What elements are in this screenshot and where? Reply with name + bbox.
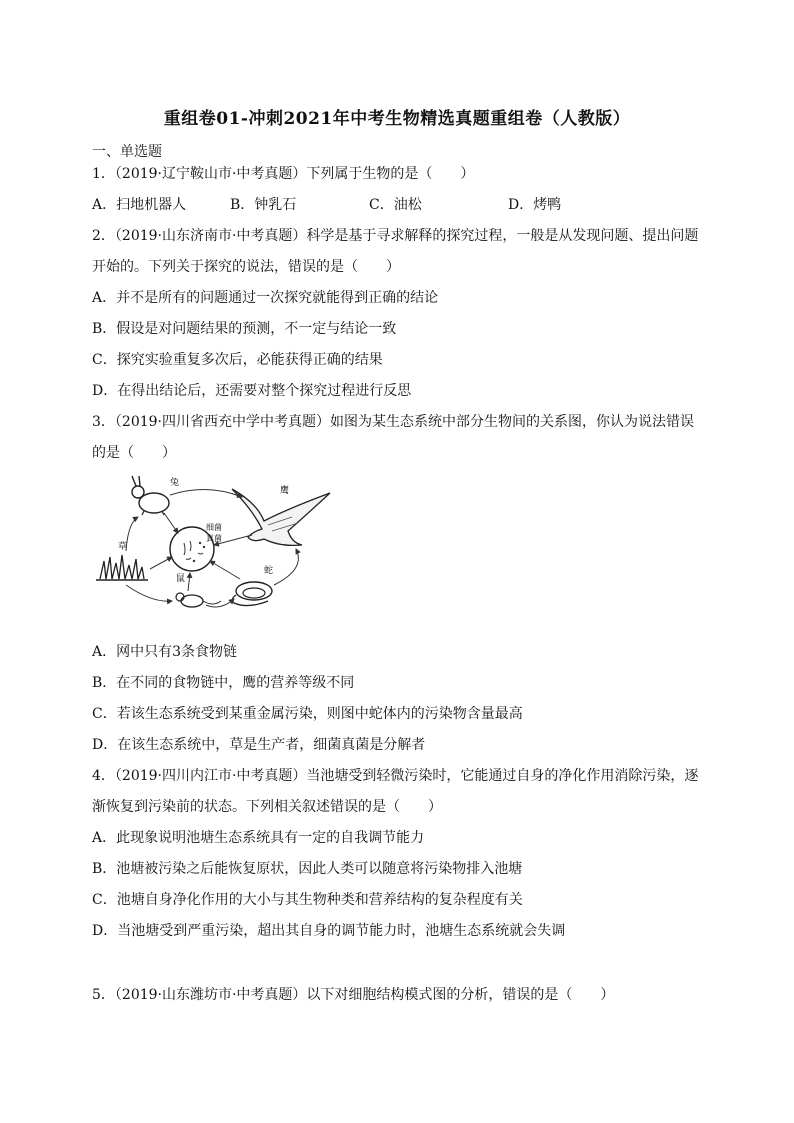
q4-option-d[interactable]: D．当池塘受到严重污染，超出其自身的调节能力时，池塘生态系统就会失调 (92, 923, 566, 939)
label-fungi: 真菌 (206, 534, 222, 543)
q1-stem: 1．（2019·辽宁鞍山市·中考真题）下列属于生物的是（ ） (92, 166, 475, 182)
label-bacteria: 细菌 (206, 523, 222, 532)
q3-option-a[interactable]: A．网中只有3条食物链 (92, 644, 238, 660)
snake-illustration (232, 582, 272, 606)
eagle-illustration (232, 489, 330, 545)
page-title: 重组卷01-冲刺2021年中考生物精选真题重组卷（人教版） (163, 109, 631, 129)
q4-option-c[interactable]: C．池塘自身净化作用的大小与其生物种类和营养结构的复杂程度有关 (92, 892, 523, 908)
q2-stem-line2: 开始的。下列关于探究的说法，错误的是（ ） (92, 259, 400, 275)
q1-option-c[interactable]: C．油松 (369, 197, 422, 213)
food-web-diagram (92, 473, 342, 615)
q2-option-b[interactable]: B．假设是对问题结果的预测，不一定与结论一致 (92, 321, 397, 337)
q1-option-d[interactable]: D．烤鸭 (508, 197, 562, 213)
section-heading: 一、单选题 (92, 144, 162, 160)
food-web-arrows (126, 489, 298, 607)
q1-options (92, 195, 561, 215)
label-grass: 草 (118, 542, 128, 552)
label-snake: 蛇 (264, 566, 274, 576)
grass-illustration (96, 555, 148, 580)
q4-option-a[interactable]: A．此现象说明池塘生态系统具有一定的自我调节能力 (92, 830, 425, 846)
q3-stem-line2: 的是（ ） (92, 445, 176, 461)
q3-stem-line1: 3．（2019·四川省西充中学中考真题）如图为某生态系统中部分生物间的关系图，你认为说法错误 (92, 414, 694, 430)
q3-option-b[interactable]: B．在不同的食物链中，鹰的营养等级不同 (92, 675, 355, 691)
mouse-illustration (176, 593, 221, 607)
q2-stem-line1: 2．（2019·山东济南市·中考真题）科学是基于寻求解释的探究过程，一般是从发现问题、提出问题 (92, 228, 699, 244)
q2-option-a[interactable]: A．并不是所有的问题通过一次探究就能得到正确的结论 (92, 290, 439, 306)
q3-option-d[interactable]: D．在该生态系统中，草是生产者，细菌真菌是分解者 (92, 737, 426, 753)
q2-option-c[interactable]: C．探究实验重复多次后，必能获得正确的结果 (92, 352, 383, 368)
label-rabbit: 兔 (170, 478, 180, 488)
q1-option-b[interactable]: B．钟乳石 (230, 197, 297, 213)
q3-option-c[interactable]: C．若该生态系统受到某重金属污染，则图中蛇体内的污染物含量最高 (92, 706, 523, 722)
q4-stem-line1: 4．（2019·四川内江市·中考真题）当池塘受到轻微污染时，它能通过自身的净化作用消除污染，逐 (92, 768, 699, 784)
label-mouse: 鼠 (176, 574, 186, 584)
q4-stem-line2: 渐恢复到污染前的状态。下列相关叙述错误的是（ ） (92, 799, 442, 815)
rabbit-illustration (132, 476, 169, 515)
q5-stem: 5．（2019·山东潍坊市·中考真题）以下对细胞结构模式图的分析，错误的是（ ） (92, 987, 615, 1003)
q2-option-d[interactable]: D．在得出结论后，还需要对整个探究过程进行反思 (92, 383, 412, 399)
q4-option-b[interactable]: B．池塘被污染之后能恢复原状，因此人类可以随意将污染物排入池塘 (92, 861, 523, 877)
q1-option-a[interactable]: A．扫地机器人 (92, 197, 187, 213)
label-eagle: 鹰 (280, 486, 290, 496)
